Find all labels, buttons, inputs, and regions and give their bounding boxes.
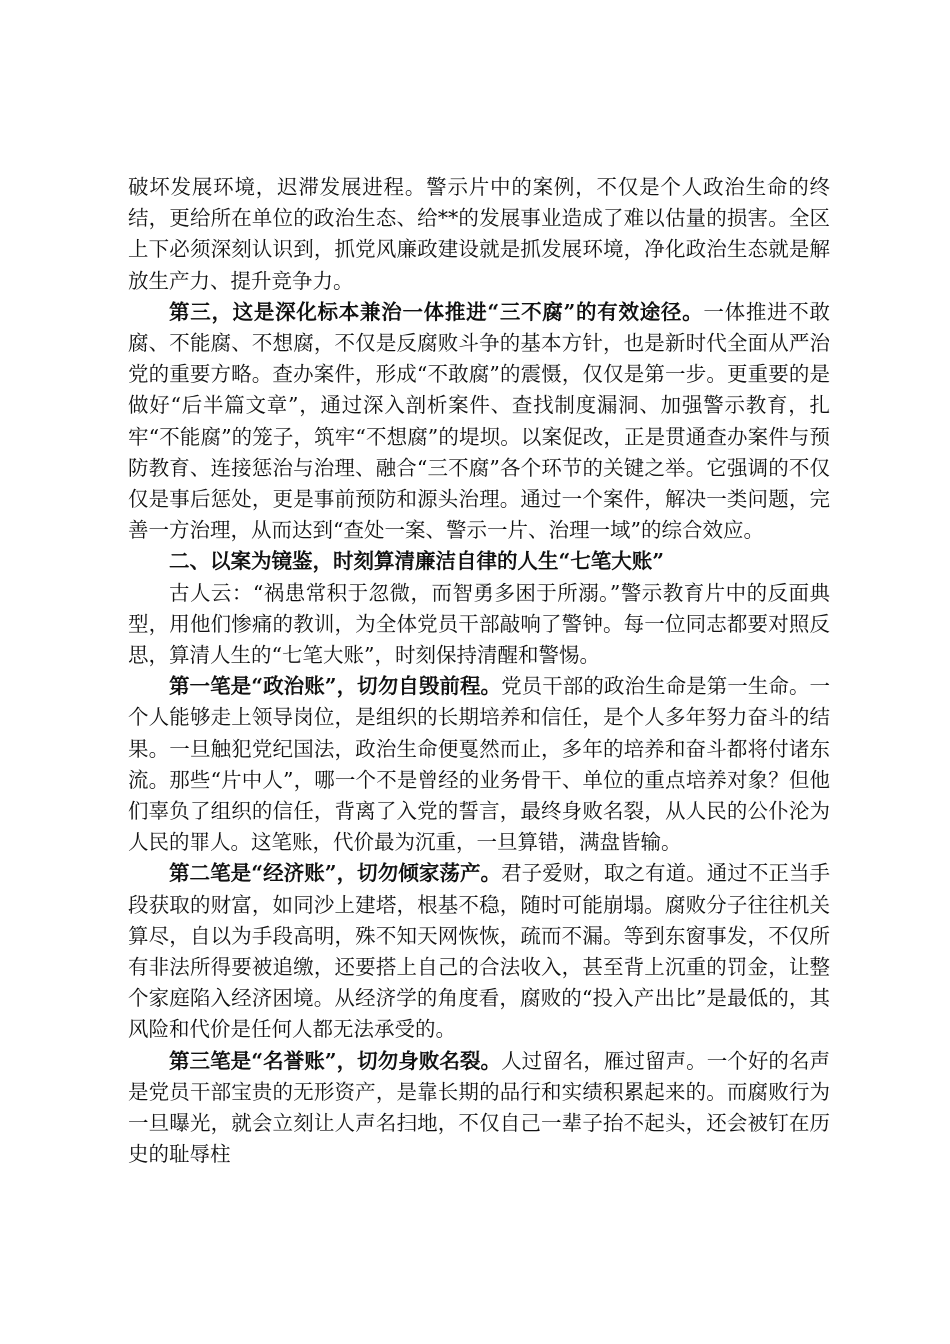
paragraph-text: 君子爱财，取之有道。通过不正当手段获取的财富，如同沙上建塔，根基不稳，随时可能崩塌。腐败分子往往机关算尽，自以为手段高明，殊不知天网恢恢，疏而不漏。等到东窗事发，不仅所有非法所得要被追缴，还要搭上自己的合法收入，甚至背上沉重的罚金，让整个家庭陷入经济困境。从经济学的角度看，腐败的“投入产出比”是最低的，其风险和代价是任何人都无法承受的。 [128,861,831,1042]
document-page [128,172,830,1171]
paragraph-text: 党员干部的政治生命是第一生命。一个人能够走上领导岗位，是组织的长期培养和信任，是个人多年努力奋斗的结果。一旦触犯党纪国法，政治生命便戛然而止，多年的培养和奋斗都将付诸东流。那些“片中人”，哪一个不是曾经的业务骨干、单位的重点培养对象？但他们辜负了组织的信任，背离了入党的誓言，最终身败名裂，从人民的公仆沦为人民的罪人。这笔账，代价最为沉重，一旦算错，满盘皆输。 [128,674,831,855]
paragraph-reputation-account [128,1046,830,1171]
paragraph-lead: 第三，这是深化标本兼治一体推进“三不腐”的有效途径。 [169,299,704,324]
section-heading [128,546,830,577]
paragraph-text: 人过留名，雁过留声。一个好的名声是党员干部宝贵的无形资产，是靠长期的品行和实绩积累起来的。而腐败行为一旦曝光，就会立刻让人声名扫地，不仅自己一辈子抬不起头，还会被钉在历史的耻辱柱 [128,1048,831,1167]
paragraph-text: 一体推进不敢腐、不能腐、不想腐，不仅是反腐败斗争的基本方针，也是新时代全面从严治党的重要方略。查办案件，形成“不敢腐”的震慑，仅仅是第一步。更重要的是做好“后半篇文章”，通过深入剖析案件、查找制度漏洞、加强警示教育，扎牢“不能腐”的笼子，筑牢“不想腐”的堤坝。以案促改，正是贯通查办案件与预防教育、连接惩治与治理、融合“三不腐”各个环节的关键之举。它强调的不仅仅是事后惩处，更是事前预防和源头治理。通过一个案件，解决一类问题，完善一方治理，从而达到“查处一案、警示一片、治理一域”的综合效应。 [128,299,830,543]
paragraph-intro [128,578,830,672]
paragraph-text: 破坏发展环境，迟滞发展进程。警示片中的案例，不仅是个人政治生命的终结，更给所在单位的政治生态、给**的发展事业造成了难以估量的损害。全区上下必须深刻认识到，抓党风廉政建设就是抓发展环境，净化政治生态就是解放生产力、提升竞争力。 [128,175,830,293]
paragraph-point-three [128,297,830,547]
paragraph-text: 古人云：“祸患常积于忽微，而智勇多困于所溺。”警示教育片中的反面典型，用他们惨痛的教训，为全体党员干部敲响了警钟。每一位同志都要对照反思，算清人生的“七笔大账”，时刻保持清醒和警惕。 [128,580,830,668]
paragraph-continuation [128,172,830,297]
paragraph-economic-account [128,858,830,1045]
section-heading-text: 二、以案为镜鉴，时刻算清廉洁自律的人生“七笔大账” [169,549,665,574]
paragraph-lead: 第三笔是“名誉账”，切勿身败名裂。 [169,1048,502,1073]
paragraph-lead: 第二笔是“经济账”，切勿倾家荡产。 [169,861,502,886]
paragraph-lead: 第一笔是“政治账”，切勿自毁前程。 [169,674,502,699]
paragraph-political-account [128,671,830,858]
